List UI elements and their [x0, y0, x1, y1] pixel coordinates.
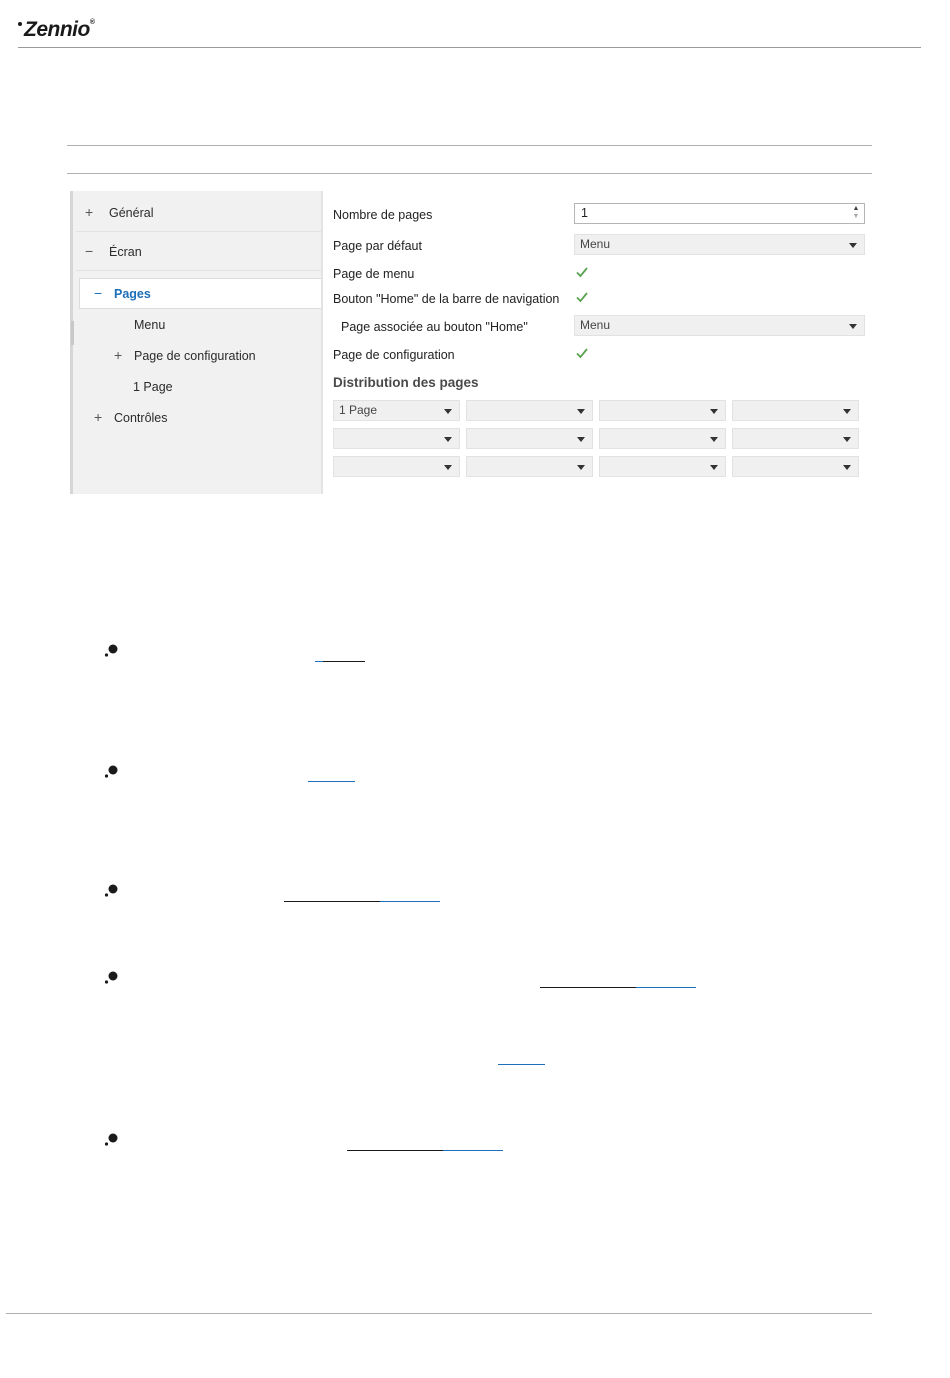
label-page-de-menu: Page de menu	[333, 267, 415, 281]
link-underline[interactable]	[498, 1064, 545, 1065]
stepper-arrows-icon[interactable]: ▲ ▼	[852, 205, 860, 220]
tree-item-controles[interactable]: Contrôles	[114, 411, 168, 425]
header-divider	[18, 47, 921, 48]
logo-dot-icon	[18, 22, 22, 26]
distribution-select[interactable]	[732, 428, 859, 449]
select-value: Menu	[580, 237, 611, 251]
distribution-select[interactable]	[466, 456, 593, 477]
distribution-select[interactable]	[466, 428, 593, 449]
section-rule-top	[67, 145, 872, 146]
page-par-defaut-select[interactable]	[574, 234, 865, 255]
section-rule-bottom	[67, 173, 872, 174]
tree-scroll-handle[interactable]	[71, 321, 74, 345]
parameter-window	[70, 191, 872, 494]
tree-item-general[interactable]: Général	[109, 206, 154, 220]
distribution-select[interactable]	[732, 400, 859, 421]
zennio-logo	[18, 18, 95, 42]
bullet-icon	[104, 764, 118, 778]
expand-plus-icon[interactable]: +	[94, 409, 103, 425]
navigation-tree	[70, 191, 321, 494]
distribution-select[interactable]	[333, 456, 460, 477]
label-page-par-defaut: Page par défaut	[333, 239, 422, 253]
label-bouton-home: Bouton "Home" de la barre de navigation	[333, 292, 560, 306]
distribution-select[interactable]	[333, 400, 460, 421]
select-value: Menu	[580, 318, 611, 332]
link-underline[interactable]	[540, 987, 636, 988]
parameters-pane	[323, 191, 872, 494]
link-underline[interactable]	[315, 661, 323, 662]
tree-item-menu[interactable]: Menu	[134, 318, 166, 332]
registered-mark: ®	[89, 19, 95, 26]
nombre-de-pages-stepper[interactable]	[574, 203, 865, 224]
stepper-value: 1	[581, 206, 588, 220]
label-nombre-de-pages: Nombre de pages	[333, 208, 433, 222]
distribution-select[interactable]	[599, 400, 726, 421]
expand-plus-icon[interactable]: +	[85, 204, 94, 220]
link-underline[interactable]	[347, 1150, 443, 1151]
bullet-icon	[104, 970, 118, 984]
collapse-minus-icon[interactable]: −	[85, 243, 94, 259]
distribution-select[interactable]	[466, 400, 593, 421]
bullet-icon	[104, 883, 118, 897]
tree-item-ecran[interactable]: Écran	[109, 245, 142, 259]
expand-plus-icon[interactable]: +	[114, 347, 123, 363]
tree-item-pages[interactable]: Pages	[114, 287, 151, 301]
bouton-home-checkbox[interactable]	[575, 290, 589, 304]
page-de-configuration-checkbox[interactable]	[575, 346, 589, 360]
bullet-icon	[104, 1132, 118, 1146]
link-underline[interactable]	[284, 901, 380, 902]
label-page-associee: Page associée au bouton "Home"	[341, 320, 528, 334]
distribution-select[interactable]	[333, 428, 460, 449]
tree-item-page-de-configuration[interactable]: Page de configuration	[134, 349, 256, 363]
tree-item-page-1[interactable]: 1 Page	[133, 380, 173, 394]
bullet-icon	[104, 643, 118, 657]
distribution-select[interactable]	[599, 428, 726, 449]
distribution-title: Distribution des pages	[333, 375, 479, 390]
logo-text: Zennio	[24, 18, 90, 41]
link-underline[interactable]	[443, 1150, 503, 1151]
link-underline[interactable]	[636, 987, 696, 988]
page-de-menu-checkbox[interactable]	[575, 265, 589, 279]
select-value: 1 Page	[339, 403, 378, 417]
footer-divider	[6, 1313, 872, 1314]
link-underline[interactable]	[308, 781, 355, 782]
collapse-minus-icon[interactable]: −	[94, 285, 103, 301]
page-associee-select[interactable]	[574, 315, 865, 336]
link-underline[interactable]	[380, 901, 440, 902]
link-underline[interactable]	[323, 661, 365, 662]
label-page-de-configuration: Page de configuration	[333, 348, 455, 362]
distribution-select[interactable]	[732, 456, 859, 477]
distribution-select[interactable]	[599, 456, 726, 477]
